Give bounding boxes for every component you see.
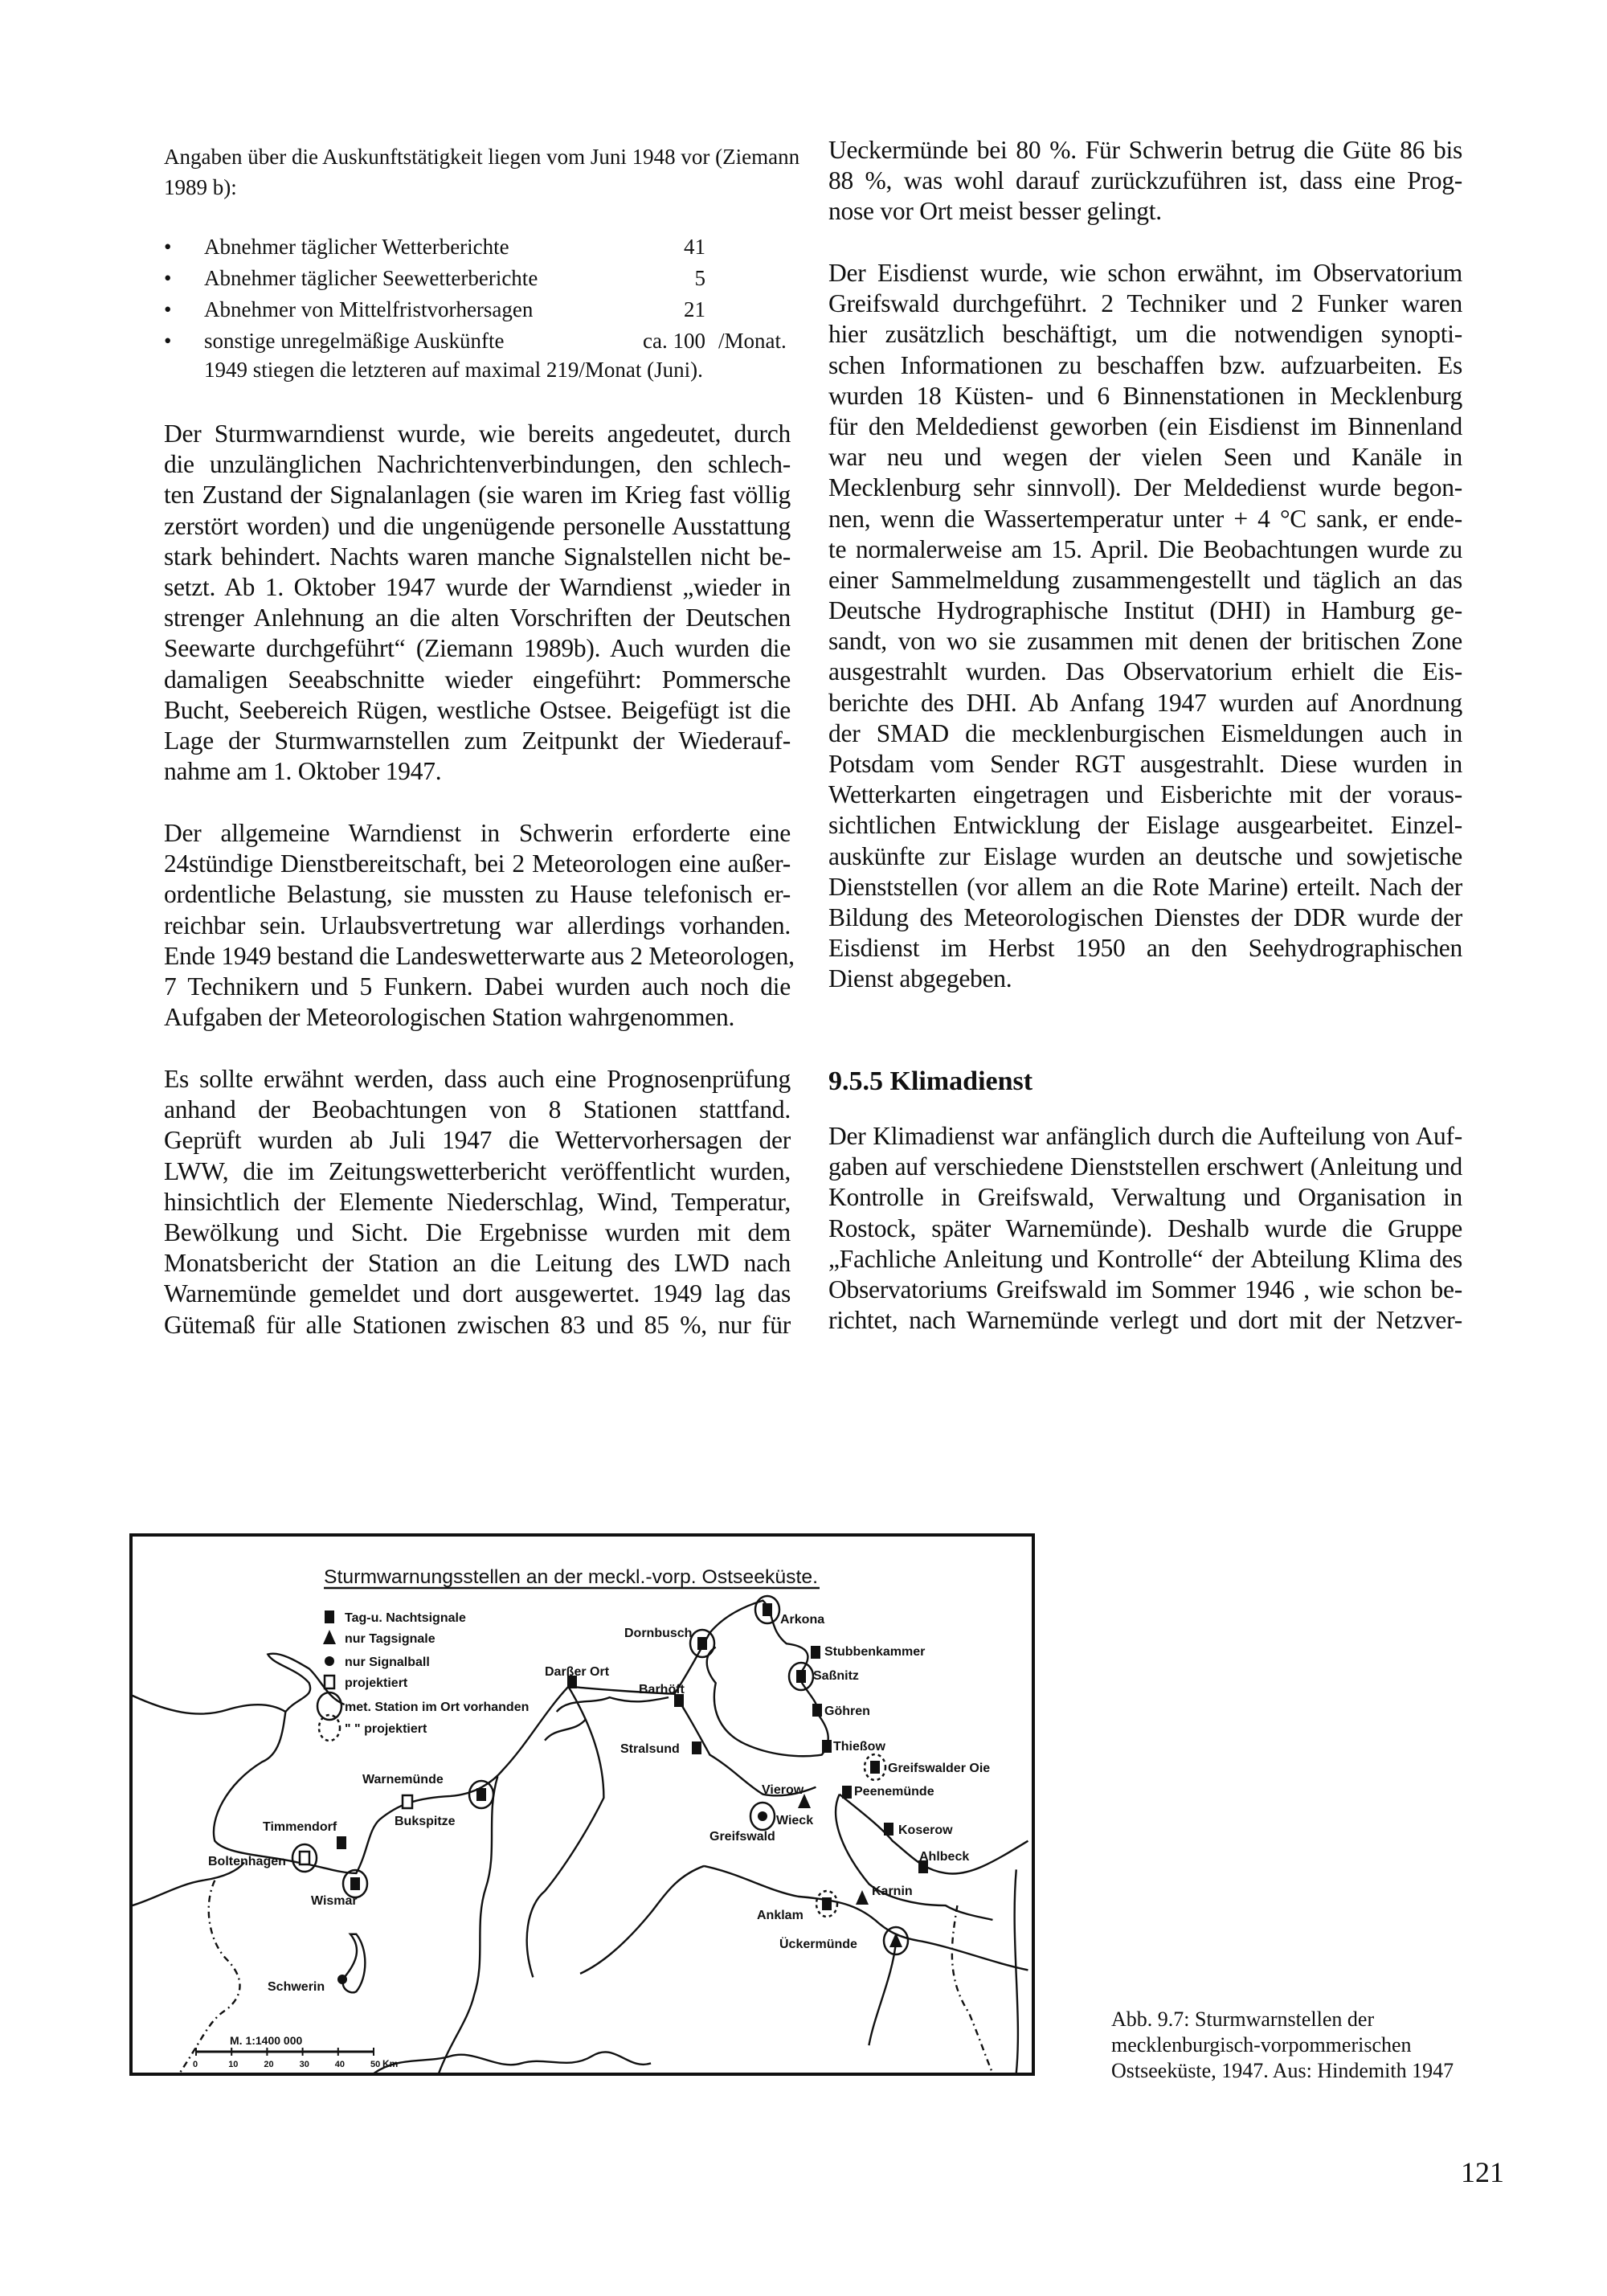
scale-label: M. 1:1400 000 [230, 2034, 303, 2047]
place-label: Timmendorf [263, 1820, 337, 1834]
text-line: wurden 18 Küsten- und 6 Binnenstationen in Mecklenburg [828, 381, 1462, 410]
text-line: einer Sammelmeldung zusammengestellt und täglich an das [828, 565, 1462, 594]
text-line: 1989 b): [164, 175, 237, 199]
text-line: Wetterkarten eingetragen und Eisberichte mit der voraus- [828, 780, 1462, 809]
intro-paragraph [164, 141, 800, 203]
item-label: Abnehmer von Mittelfristvorhersagen [204, 297, 534, 321]
text-line: LWW, die im Zeitungswetterbericht veröffentlicht wurden, [164, 1156, 791, 1185]
place-label: Greifswalder Oie [888, 1762, 991, 1775]
text-line: Der Klimadienst war anfänglich durch die Aufteilung von Auf- [828, 1122, 1462, 1150]
legend-label: projektiert [345, 1676, 408, 1690]
paragraph [164, 1064, 791, 1340]
text-line: „Fachliche Anleitung und Kontrolle“ der Abteilung Klima des [828, 1244, 1462, 1273]
place-label: Arkona [780, 1613, 825, 1627]
place-label: Schwerin [268, 1980, 325, 1994]
map-place [822, 1740, 885, 1754]
text-line: Monatsbericht der Station an die Leitung des LWD nach [164, 1249, 791, 1278]
planned-signal-icon [325, 1676, 334, 1688]
scale-tick-label: 50 [370, 2060, 381, 2069]
place-label: Stralsund [620, 1742, 680, 1756]
text-line: Angaben über die Auskunftstätigkeit liegen vom Juni 1948 vor (Ziemann [164, 145, 800, 169]
caption-line: mecklenburgisch-vorpommerischen [1111, 2033, 1412, 2057]
text-line: 88 %, was wohl darauf zurückzuführen ist, dass eine Prog- [828, 166, 1462, 195]
day-night-signal-icon [822, 1740, 832, 1753]
signal-ball-icon [325, 1656, 334, 1666]
text-line: schen Informationen zu beschaffen bzw. aufzuarbeiten. Es [828, 350, 1462, 379]
item-unit: /Monat. [718, 329, 787, 353]
text-line: stark behindert. Nachts waren manche Signalstellen nicht be- [164, 542, 791, 571]
text-line: Ueckermünde bei 80 %. Für Schwerin betrug die Güte 86 bis [828, 136, 1462, 164]
text-line: Dienststellen (vor allem an die Rote Marine) erteilt. Nach der [828, 872, 1462, 901]
text-line: der SMAD die mecklenburgischen Eismeldungen auch in [828, 718, 1462, 747]
text-line: Seewarte durchgeführt“ (Ziemann 1989b). Auch wurden die [164, 634, 791, 663]
paragraph [164, 818, 795, 1033]
map-places [208, 1596, 990, 1994]
map-place [918, 1850, 969, 1873]
list-item [164, 297, 799, 328]
map-place [268, 1975, 347, 1994]
text-line: Observatoriums Greifswald im Sommer 1946 , wie schon be- [828, 1275, 1462, 1304]
text-line: Aufgaben der Meteorologischen Station wahrgenommen. [164, 1003, 735, 1032]
item-value: 41 [684, 235, 705, 259]
item-value: 21 [684, 297, 705, 321]
legend-label: nur Tagsignale [345, 1632, 435, 1646]
place-label: Anklam [757, 1909, 804, 1922]
scale-tick-label: 10 [228, 2060, 239, 2069]
place-label: Wieck [776, 1814, 814, 1827]
text-line: Der Eisdienst wurde, wie schon erwähnt, im Observatorium [828, 259, 1462, 287]
text-line: Es sollte erwähnt werden, dass auch eine Prognosenprüfung [164, 1065, 791, 1093]
legend-label: nur Signalball [345, 1655, 430, 1669]
day-night-signal-icon [763, 1603, 772, 1616]
list-item [164, 266, 799, 297]
river-west [580, 1866, 704, 1974]
text-line: auskünfte zur Eislage wurden an deutsche und sowjetische [828, 841, 1462, 870]
place-label: Karnin [872, 1885, 913, 1898]
text-line: gaben auf verschiedene Dienststellen erschwert (Anleitung und [828, 1152, 1462, 1181]
map-place [620, 1741, 701, 1756]
map-place [624, 1627, 714, 1657]
day-night-signal-icon [350, 1877, 360, 1890]
place-label: Boltenhagen [208, 1855, 286, 1868]
day-night-signal-icon [811, 1646, 820, 1659]
text-line: Geprüft wurden ab Juli 1947 die Wettervorhersagen der [164, 1126, 791, 1155]
text-line: nahme am 1. Oktober 1947. [164, 757, 442, 786]
day-night-signal-icon [796, 1670, 806, 1683]
place-label: Koserow [898, 1823, 953, 1837]
day-night-signal-icon [822, 1897, 832, 1910]
item-value: 5 [694, 266, 705, 290]
item-value: ca. 100 [643, 329, 705, 353]
text-line: Bildung des Meteorologischen Dienstes der DDR wurde der [828, 902, 1462, 931]
text-line: zerstört worden) und die ungenügende personelle Ausstattung [164, 511, 791, 540]
river-south [374, 2052, 651, 2073]
text-line: Der allgemeine Warndienst in Schwerin erforderte eine [164, 819, 791, 847]
place-label: Darßer Ort [545, 1665, 610, 1679]
storm-warning-map [121, 1511, 1045, 2085]
text-line: Bucht, Seebereich Rügen, westliche Ostsee. Beigefügt ist die [164, 695, 791, 724]
map-place [395, 1795, 456, 1828]
paragraph [828, 1121, 1462, 1336]
place-label: Wismar [311, 1894, 358, 1908]
map-place [639, 1683, 685, 1707]
bullet: • [164, 266, 172, 290]
day-night-signal-icon [870, 1761, 880, 1774]
day-night-signal-icon [812, 1704, 822, 1717]
paragraph [164, 419, 791, 787]
figure-caption [1111, 2007, 1454, 2084]
map-place [811, 1645, 925, 1659]
map-legend [317, 1610, 529, 1741]
text-line: richtet, nach Warnemünde verlegt und dort mit der Netzver- [828, 1306, 1462, 1335]
text-line: Dienst abgegeben. [828, 964, 1012, 993]
planned-signal-icon [300, 1852, 309, 1864]
item-label: Abnehmer täglicher Wetterberichte [204, 235, 509, 259]
legend-label: Tag-u. Nachtsignale [345, 1611, 466, 1625]
text-line: Warnemünde gemeldet und dort ausgewertet. 1949 lag das [164, 1279, 791, 1308]
caption-line: Ostseeküste, 1947. Aus: Hindemith 1947 [1111, 2059, 1454, 2082]
legend-label: met. Station im Ort vorhanden [345, 1701, 530, 1714]
place-label: Ahlbeck [919, 1850, 970, 1864]
caption-line: Abb. 9.7: Sturmwarnstellen der [1111, 2007, 1375, 2031]
text-line: die unzulänglichen Nachrichtenverbindungen, den schlech- [164, 450, 791, 479]
text-line: Mecklenburg sehr sinnvoll). Der Meldedienst wurde begon- [828, 473, 1462, 502]
text-line: Ende 1949 bestand die Landeswetterwarte aus 2 Meteorologen, [164, 941, 795, 970]
text-line: hinsichtlich der Elemente Niederschlag, Wind, Temperatur, [164, 1187, 791, 1216]
map-title: Sturmwarnungsstellen an der meckl.-vorp. Ostseeküste. [324, 1566, 818, 1588]
text-line: te normalerweise am 15. April. Die Beobachtungen wurde zu [828, 534, 1462, 563]
day-night-signal-icon [692, 1741, 701, 1754]
place-label: Barhöft [639, 1683, 685, 1696]
map-place [755, 1596, 824, 1627]
map-place [856, 1885, 913, 1905]
place-label: Vierow [762, 1783, 804, 1797]
text-line: strenger Anlehnung an die alten Vorschriften der Deutschen [164, 604, 791, 632]
river-west-2 [133, 1862, 244, 1905]
day-night-signal-icon [697, 1637, 707, 1650]
coastline-darss [545, 1697, 669, 1741]
text-line: Der Sturmwarndienst wurde, wie bereits angedeutet, durch [164, 420, 791, 448]
map-frame [131, 1535, 1033, 2074]
text-line: reichbar sein. Urlaubsvertretung war allerdings vorhanden. [164, 911, 791, 939]
text-line: nose vor Ort meist besser gelingt. [828, 197, 1162, 226]
planned-signal-icon [403, 1795, 412, 1808]
place-label: Saßnitz [813, 1669, 859, 1683]
text-line: berichte des DHI. Ab Anfang 1947 wurden auf Anordnung [828, 688, 1462, 717]
map-place [789, 1663, 859, 1690]
station-ring-icon [317, 1692, 341, 1720]
text-line: Eisdienst im Herbst 1950 an den Seehydrographischen [828, 934, 1462, 963]
place-label: Thießow [833, 1740, 885, 1754]
signal-ball-icon [337, 1975, 347, 1984]
scale-tick-label: 30 [299, 2060, 309, 2069]
bullet: • [164, 329, 172, 353]
list-item [164, 235, 799, 265]
day-signal-icon [856, 1890, 869, 1905]
map-place [709, 1830, 775, 1844]
map-place [865, 1754, 990, 1780]
scale-tick-label: 20 [264, 2060, 274, 2069]
place-label: Warnemünde [362, 1773, 444, 1786]
place-label: Greifswald [709, 1830, 775, 1844]
day-night-signal-icon [325, 1610, 334, 1623]
signal-ball-icon [758, 1811, 767, 1821]
river-uecker [869, 1942, 896, 2045]
text-line: Gütemaß für alle Stationen zwischen 83 und 85 %, nur für [164, 1310, 791, 1339]
bullet: • [164, 297, 172, 321]
text-line: anhand der Beobachtungen von 8 Stationen stattfand. [164, 1095, 791, 1124]
paragraph [828, 135, 1462, 227]
day-night-signal-icon [842, 1786, 852, 1799]
day-night-signal-icon [884, 1823, 893, 1836]
text-line: ausgestrahlt wurden. Das Observatorium erhielt die Eis- [828, 657, 1462, 686]
bullet: • [164, 235, 172, 259]
text-line: Bewölkung und Sicht. Die Ergebnisse wurden mit dem [164, 1218, 791, 1246]
day-signal-icon [323, 1630, 336, 1644]
scale-tick-label: 40 [334, 2060, 346, 2069]
place-label: Stubbenkammer [824, 1645, 926, 1659]
text-line: 24stündige Dienstbereitschaft, bei 2 Meteorologen eine außer- [164, 849, 791, 878]
list-footnote: 1949 stiegen die letzteren auf maximal 219/Monat (Juni). [204, 358, 703, 382]
text-line: nen, wenn die Wassertemperatur unter + 4 °C sank, er ende- [828, 504, 1462, 533]
legend-label: " " projektiert [345, 1722, 427, 1736]
place-label: Peenemünde [854, 1785, 934, 1799]
page-number: 121 [1461, 2156, 1504, 2188]
text-line: Kontrolle in Greifswald, Verwaltung und Organisation in [828, 1183, 1462, 1212]
text-line: setzt. Ab 1. Oktober 1947 wurde der Warndienst „wieder in [164, 572, 791, 601]
day-night-signal-icon [476, 1788, 486, 1801]
lake-schwerin [343, 1934, 366, 1993]
day-signal-icon [889, 1933, 902, 1947]
map-scale [193, 2034, 398, 2069]
scale-tick-label: 0 [193, 2060, 198, 2069]
text-line: Lage der Sturmwarnstellen zum Zeitpunkt der Wiederauf- [164, 726, 791, 755]
text-line: Rostock, später Warnemünde). Deshalb wurde die Gruppe [828, 1213, 1462, 1242]
map-place [812, 1704, 870, 1718]
text-line: ordentliche Belastung, sie mussten zu Hause telefonisch er- [164, 880, 791, 909]
text-line: sandt, von wo sie zusammen mit denen der britischen Zone [828, 627, 1462, 656]
text-line: ten Zustand der Signalanlagen (sie waren im Krieg fast völlig [164, 481, 791, 510]
text-line: Deutsche Hydrographische Institut (DHI) in Hamburg ge- [828, 596, 1462, 625]
river-east [1015, 1869, 1018, 2073]
place-label: Dornbusch [624, 1627, 693, 1640]
place-label: Bukspitze [395, 1815, 456, 1828]
map-place [884, 1823, 953, 1837]
text-line: damaligen Seeabschnitte wieder eingeführt: Pommersche [164, 665, 791, 694]
item-label: Abnehmer täglicher Seewetterberichte [204, 266, 538, 290]
scale-unit: Km [382, 2058, 399, 2069]
text-line: 7 Technikern und 5 Funkern. Dabei wurden auch noch die [164, 972, 791, 1001]
list-item [164, 329, 799, 359]
text-line: hier zusätzlich beschäftigt, um die notwendigen synopti- [828, 320, 1462, 349]
paragraph [828, 258, 1462, 995]
item-label: sonstige unregelmäßige Auskünfte [204, 329, 505, 353]
text-line: war neu und wegen der vielen Seen und Kanäle in [828, 443, 1462, 472]
place-label: Göhren [824, 1705, 870, 1718]
section-heading: 9.5.5 Klimadienst [828, 1066, 1033, 1096]
border-east [952, 1905, 993, 2073]
map-place [842, 1785, 934, 1799]
text-line: Potsdam vom Sender RGT ausgestrahlt. Diese wurden in [828, 750, 1462, 778]
map-place [311, 1870, 367, 1908]
place-label: Ückermünde [779, 1938, 857, 1951]
text-line: sichtlichen Entwicklung der Eislage ausgearbeitet. Einzel- [828, 811, 1462, 840]
map-place [545, 1665, 610, 1688]
day-night-signal-icon [337, 1836, 346, 1849]
text-line: für den Meldedienst geworben (ein Eisdienst im Binnenland [828, 411, 1462, 440]
text-line: Greifswald durchgeführt. 2 Techniker und 2 Funker waren [828, 289, 1462, 318]
